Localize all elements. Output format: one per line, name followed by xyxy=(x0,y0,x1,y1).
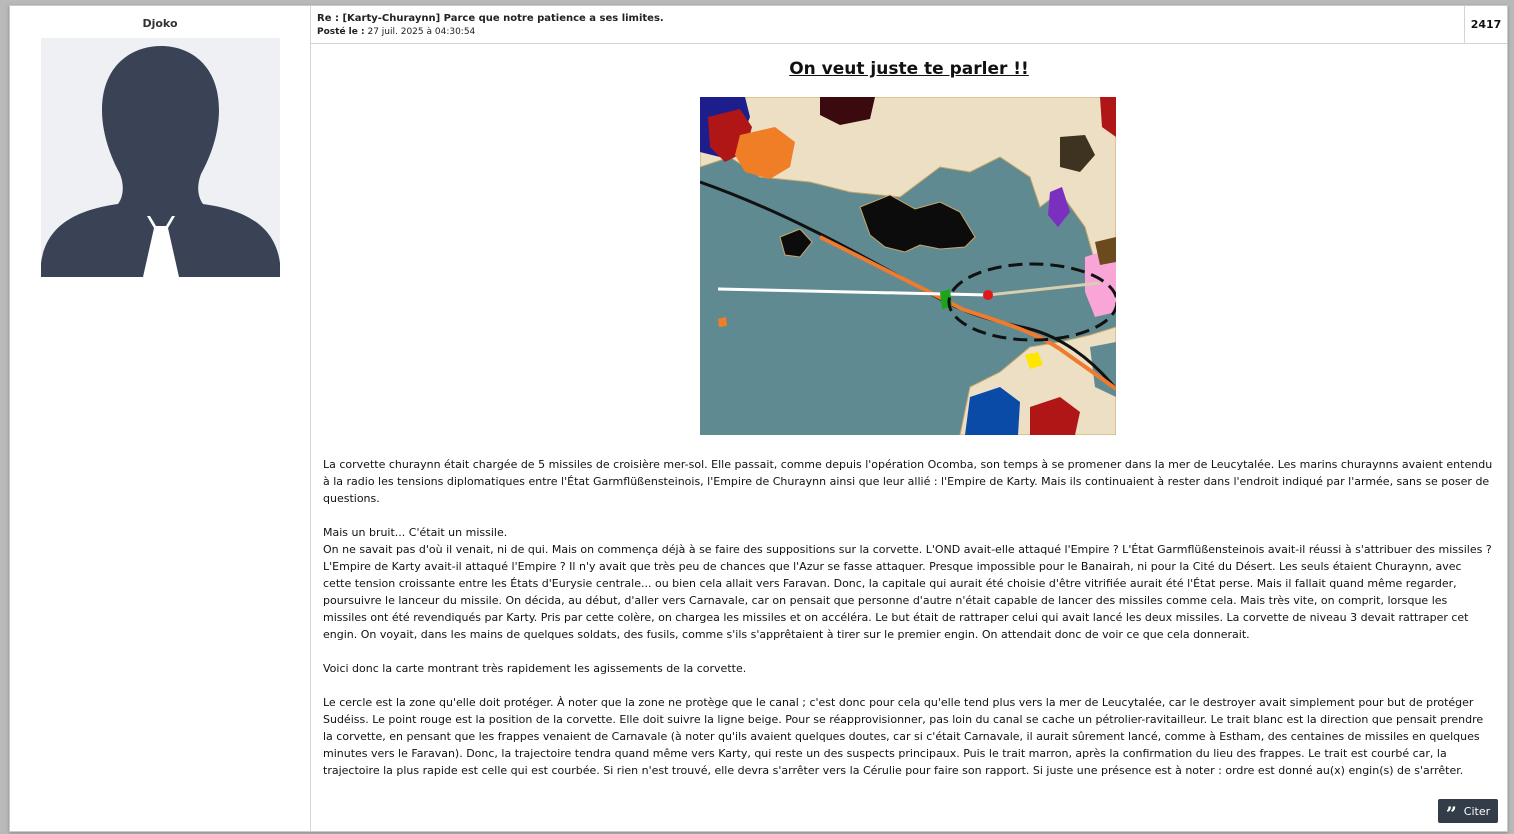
post-paragraph: Voici donc la carte montrant très rapidement les agissements de la corvette. xyxy=(323,662,747,675)
post-number[interactable]: 2417 xyxy=(1464,6,1507,43)
post-heading: On veut juste te parler !! xyxy=(789,59,1029,79)
post-body xyxy=(323,456,1493,779)
post-paragraph: Mais un bruit... C'était un missile. On ne savait pas d'où il venait, ni de qui. Mais on commença déjà à se faire des suppositions sur la corvette. L'OND avait-elle attaqué l'Empire ? L'État Garmflüßensteinois avait-il réussi à s'attribuer des missiles ? L'Empire de Karty avait-il attaqué l'Empire ? Il n'y avait que très peu de chances que l'Azur se fasse attaquer. Presque impossible pour le Banairah, ni pour la Cité du Désert. Les seuls étaient Churaynn, avec cette tension croissante entre les États d'Eurysie centrale... ou bien cela allait vers Faravan. Donc, la capitale qui aurait été choisie d'être vitrifiée aurait été l'État perse. Mais il fallait quand même regarder, poursuivre le lanceur du missile. On décida, au début, d'aller vers Carnavale, car on pensait que personne d'autre n'était capable de lancer des missiles comme cela. Mais très vite, on comprit, lorsque les missiles ont été revendiqués par Karty. Pris par cette colère, on chargea les missiles et on accéléra. Le but était de rattraper celui qui avait lancé les deux missiles. La corvette de niveau 3 devait rattraper cet engin. On voyait, dans les mains de quelques soldats, des fusils, comme s'ils s'apprêtaient à tirer sur le premier engin. On attendait donc de voir ce que cela donnerait. xyxy=(323,526,1492,641)
post-paragraph: Le cercle est la zone qu'elle doit protéger. À noter que la zone ne protège que le canal ; c'est donc pour cela qu'elle tend plus vers la mer de Leucytalée, car le destroyer avait simplement pour but de protéger Sudéiss. Le point rouge est la position de la corvette. Elle doit suivre la ligne beige. Pour se réapprovisionner, pas loin du canal se cache un pétrolier-ravitailleur. Le trait blanc est la direction que pensait prendre la corvette, en pensant que les frappes venaient de Carnavale (à noter qu'ils avaient quelques doutes, car si c'était Carnavale, il aurait sûrement lancé, comme à Estham, des centaines de missiles en quelques minutes vers le Faravan). Donc, la trajectoire tendra quand même vers Karty, qui reste un des suspects principaux. Puis le trait marron, après la confirmation du lieu des frappes. Le trait est courbé car, la trajectoire la plus rapide est celle qui est courbée. Si rien n'est trouvé, elle devra s'arrêter vers la Cérulie pour faire son rapport. Si juste une présence est à noter : ordre est donné au(x) engin(s) de s'arrêter. xyxy=(323,696,1484,777)
post-title[interactable]: Re : [Karty-Churaynn] Parce que notre patience a ses limites. xyxy=(317,13,664,24)
avatar[interactable] xyxy=(41,38,280,277)
quote-icon: ” xyxy=(1445,803,1457,825)
quote-button[interactable] xyxy=(1438,799,1498,823)
quote-button-label: Citer xyxy=(1463,804,1491,818)
author-name[interactable]: Djoko xyxy=(142,17,178,30)
post-paragraph: La corvette churaynn était chargée de 5 missiles de croisière mer-sol. Elle passait, comme depuis l'opération Ocomba, son temps à se promener dans la mer de Leucytalée. Les marins churaynns avaient entendu à la radio les tensions diplomatiques entre l'État Garmflüßensteinois, l'Empire de Churaynn ainsi que leur allié : l'Empire de Karty. Mais ils continuaient à rester dans l'endroit indiqué par l'armée, sans se poser de questions. xyxy=(323,458,1493,505)
post-date-label: Posté le : xyxy=(317,27,365,37)
post-date xyxy=(317,27,475,37)
post-header xyxy=(311,6,1507,44)
forum-post xyxy=(9,5,1508,832)
post-date-value: 27 juil. 2025 à 04:30:54 xyxy=(367,27,476,37)
author-panel xyxy=(10,6,311,831)
map-image xyxy=(700,97,1116,435)
person-silhouette-icon xyxy=(41,38,280,277)
map-illustration xyxy=(700,97,1116,435)
